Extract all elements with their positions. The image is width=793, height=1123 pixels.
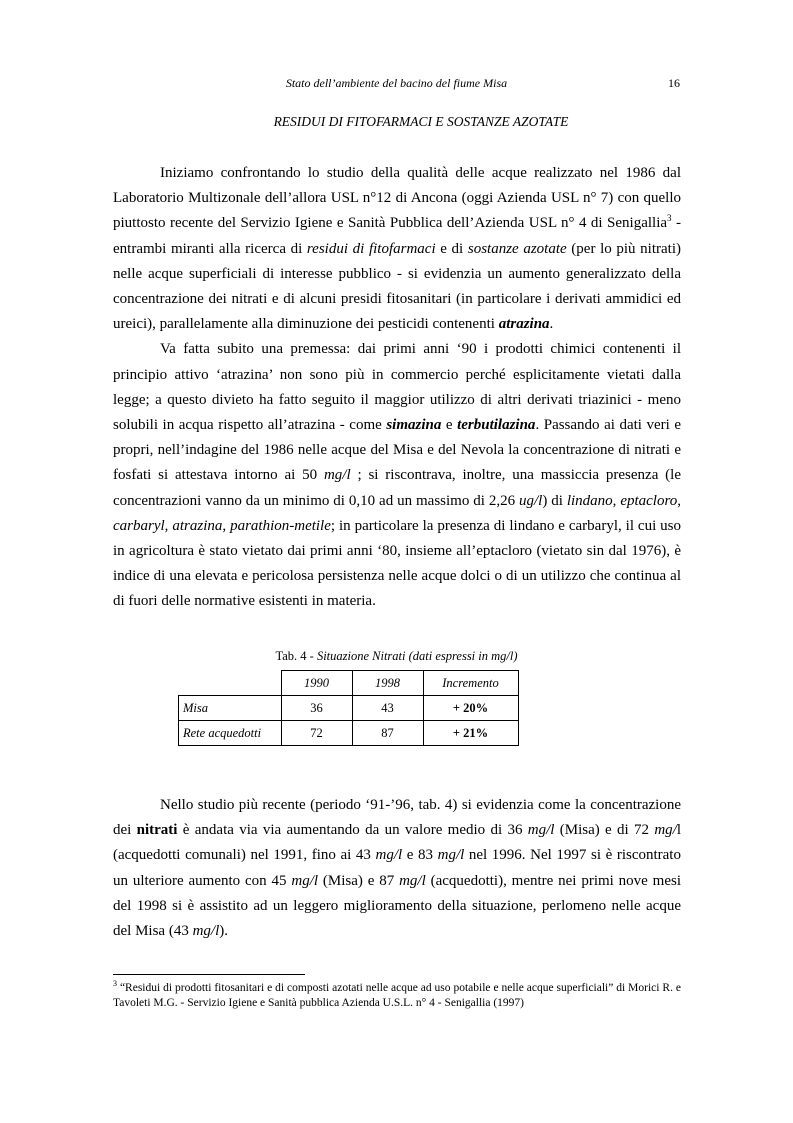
table-caption <box>0 649 793 664</box>
italic-unit: mg/l <box>192 923 220 940</box>
italic-term: carbaryl <box>113 517 165 534</box>
footnote <box>113 981 681 1011</box>
text-run: - entrambi miranti alla ricerca di <box>113 215 681 257</box>
bold-italic-term: terbutilazina <box>457 417 536 434</box>
text-run: ) di <box>542 492 567 509</box>
text-run: (acquedotti), mentre nei primi nove mesi del 1998 si è assistito ad un leggero miglioramento della situazione, perlomeno nelle acque del Misa (43 <box>113 872 682 940</box>
column-header: Incremento <box>423 671 518 696</box>
italic-term: lindano <box>566 492 613 509</box>
paragraph-1 <box>113 161 681 337</box>
paragraph-2 <box>113 337 681 614</box>
table-row <box>179 721 519 746</box>
body-text-upper <box>113 161 681 615</box>
table-header-row <box>179 671 519 696</box>
column-header: 1998 <box>352 671 423 696</box>
italic-unit: mg/l <box>437 847 465 864</box>
text-run: , <box>222 517 231 534</box>
text-run: nel 1996. Nel 1997 si è riscontrato un ulteriore aumento con 45 <box>113 847 681 889</box>
text-run: (per lo più nitrati) nelle acque superficiali di interesse pubblico - si evidenzia un aumento generalizzato della concentrazione dei nitrati e di alcuni presidi fitosanitari (in particolare i derivati ammidici ed ureici), parallelamente alla diminuzione dei pesticidi contenenti <box>113 240 682 333</box>
footnote-text: “Residui di prodotti fitosanitari e di composti azotati nelle acque ad uso potabile e nelle acque superficiali” di Morici R. e Tavoleti M.G. - Servizio Igiene e Sanità pubblica Azienda U.S.L. n° 4 - Senigallia (1997) <box>113 982 681 1009</box>
text-run: e <box>441 417 458 434</box>
text-run: ; si riscontrava, inoltre, una massiccia presenza (le concentrazioni vanno da un minimo di 0,10 ad un massimo di 2,26 <box>113 467 681 509</box>
italic-unit: mg/l <box>399 872 426 889</box>
text-run: e di <box>435 240 468 257</box>
row-label: Rete acquedotti <box>179 721 282 746</box>
bold-italic-term: atrazina <box>498 316 550 333</box>
italic-term: atrazina <box>172 517 223 534</box>
italic-unit: mg/ <box>654 822 677 839</box>
caption-prefix: Tab. 4 - <box>275 649 317 663</box>
caption-title: Situazione Nitrati (dati espressi in mg/l) <box>316 649 518 663</box>
italic-unit: mg/l <box>323 467 351 484</box>
text-run: ). <box>219 923 228 940</box>
row-label: Misa <box>179 696 282 721</box>
body-text-lower <box>113 793 681 944</box>
table-cell: + 21% <box>423 721 518 746</box>
italic-term: eptacloro <box>620 492 678 509</box>
text-run: , <box>164 517 173 534</box>
page-header <box>0 76 793 94</box>
italic-term: residui di fitofarmaci <box>306 240 436 257</box>
italic-term: sostanze azotate <box>467 240 567 257</box>
text-run: , <box>612 492 621 509</box>
table-row <box>179 696 519 721</box>
text-run: (Misa) e di 72 <box>554 822 655 839</box>
italic-unit: mg/l <box>375 847 403 864</box>
section-title: RESIDUI DI FITOFARMACI E SOSTANZE AZOTATE <box>273 114 569 129</box>
text-run: e 83 <box>402 847 438 864</box>
italic-unit: ug/l <box>518 492 543 509</box>
table-cell: 87 <box>352 721 423 746</box>
running-title: Stato dell’ambiente del bacino del fiume Misa <box>285 76 508 90</box>
text-run: ; in particolare la presenza di lindano e carbaryl, il cui uso in agricoltura è stato vietato dai primi anni ‘80, insieme all’eptacloro (vietato sin dal 1976), è indice di una elevata e pericolosa persistenza nelle acque dolci o di un utilizzo che continua al di fuori delle normative esistenti in materia. <box>113 517 682 610</box>
text-run: Va fatta subito una premessa: dai primi anni ‘90 i prodotti chimici contenenti il principio attivo ‘atrazina’ non sono più in commercio perché esplicitamente vietati dalla legge; a questo divieto ha fatto seguito il maggior utilizzo di altri derivati triazinici - meno solubili in acqua rispetto all’atrazina - come <box>113 341 681 434</box>
footnote-separator <box>113 974 305 975</box>
italic-unit: mg/l <box>291 872 319 889</box>
nitrates-table <box>178 670 519 746</box>
text-run: , <box>677 492 681 509</box>
text-run: l (acquedotti comunali) nel 1991, fino ai 43 <box>113 822 681 864</box>
bold-italic-term: simazina <box>386 417 442 434</box>
text-run: Iniziamo confrontando lo studio della qualità delle acque realizzato nel 1986 dal Laboratorio Multizonale dell’allora USL n°12 di Ancona (oggi Azienda USL n° 7) con quello piuttosto recente del Servizio Igiene e Sanità Pubblica dell’Azienda USL n° 4 di Senigallia <box>113 165 681 232</box>
text-run: Nello studio più recente (periodo ‘91-’96, tab. 4) si evidenzia come la concentrazione dei <box>113 797 681 839</box>
column-header: 1990 <box>281 671 352 696</box>
footnote-ref: 3 <box>667 213 672 224</box>
table-corner <box>179 671 282 696</box>
italic-unit: mg/l <box>527 822 555 839</box>
table-cell: 36 <box>281 696 352 721</box>
text-run: . Passando ai dati veri e propri, nell’indagine del 1986 nelle acque del Misa e del Nevola la concentrazione di nitrati e fosfati si attestava intorno ai 50 <box>113 417 681 484</box>
text-run: . <box>549 316 554 333</box>
italic-term: parathion-metile <box>230 517 331 534</box>
footnote-marker: 3 <box>113 979 117 989</box>
bold-term: nitrati <box>136 822 178 839</box>
text-run: è andata via via aumentando da un valore medio di 36 <box>177 822 528 839</box>
table-cell: 43 <box>352 696 423 721</box>
text-run: (Misa) e 87 <box>318 872 400 889</box>
table-cell: 72 <box>281 721 352 746</box>
table-cell: + 20% <box>423 696 518 721</box>
paragraph-3 <box>113 793 681 944</box>
page-number: 16 <box>668 76 680 90</box>
